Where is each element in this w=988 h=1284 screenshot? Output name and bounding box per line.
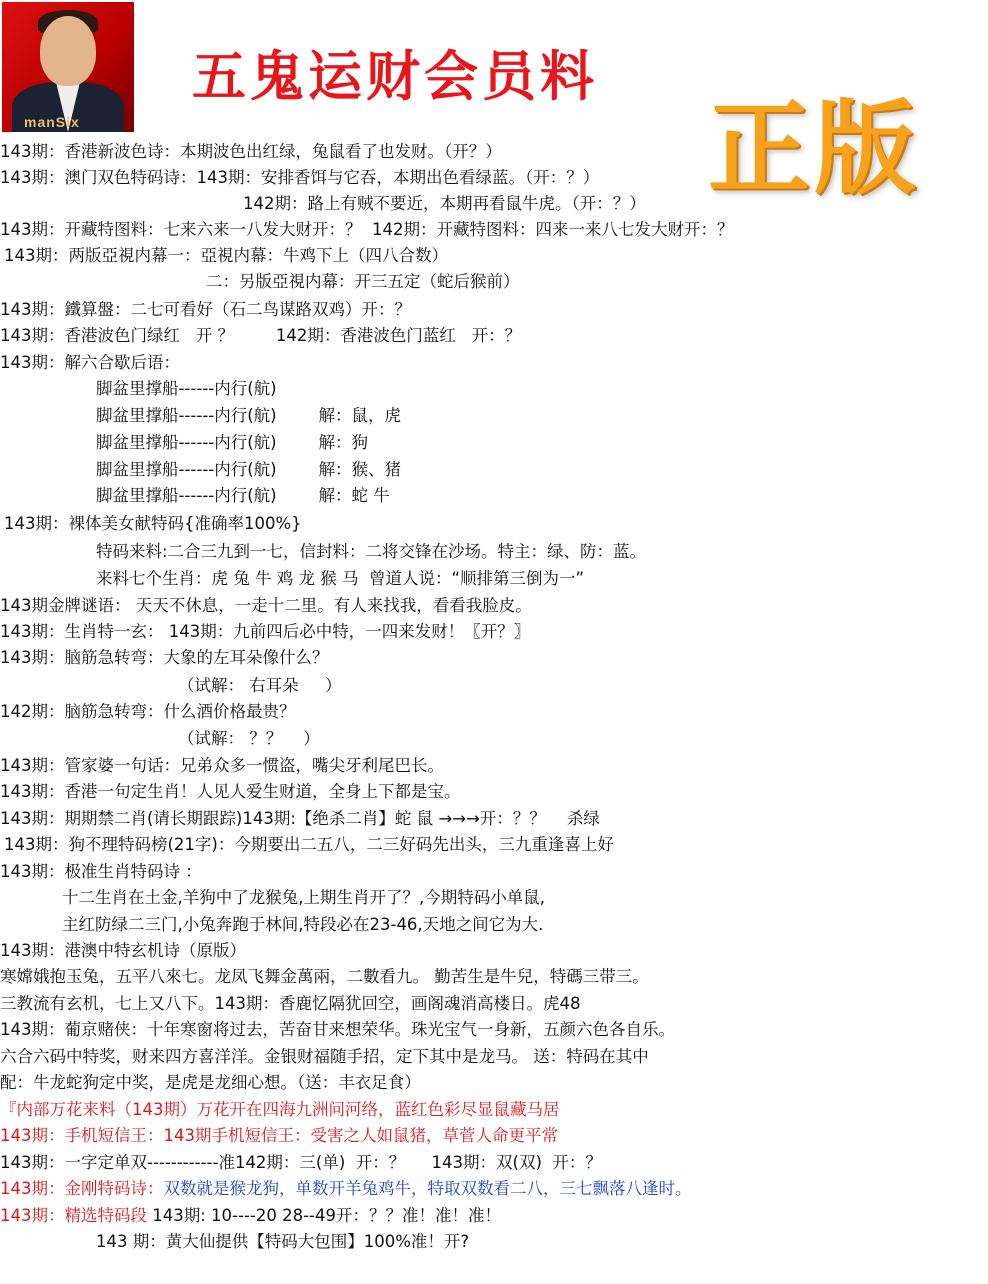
text-line: 143期：脑筋急转弯：大象的左耳朵像什么？ [0,648,329,667]
text-line: 143期：香港一句定生肖！人见人爱生财道，全身上下都是宝。 [0,782,461,801]
text-segment: 143期: 10----20 28--49开：？？准！准！准！ [147,1206,501,1225]
text-line: 来料七个生肖：虎 兔 牛 鸡 龙 猴 马 曾道人说：“顺排第三倒为一” [96,569,585,588]
text-line: 143期金牌谜语： 天天不休息，一走十二里。有人来找我，看看我脸皮。 [0,596,532,615]
text-line: 二：另版亞視内幕：开三五定（蛇后猴前） [206,272,520,291]
text-line: 主红防绿二三门,小兔奔跑于林间,特段必在23-46,天地之间它为大. [62,915,544,934]
text-line: 脚盆里撑船------内行(航) [96,379,277,398]
text-line: 143期：香港新波色诗：本期波色出红绿，兔鼠看了也发财。（开？） [0,142,502,161]
text-line: 143期：生肖特一玄： 143期：九前四后必中特，一四来发财！〖开？〗 [0,622,531,641]
photo-tag: manSix [24,114,80,130]
text-line: 脚盆里撑船------内行(航) 解：猴、猪 [96,460,402,479]
text-line: 143期：期期禁二肖(请长期跟踪)143期:【绝杀二肖】蛇 鼠 →→→开：？？ 杀绿 [0,809,600,828]
text-line: 143期：开藏特图料：七来六来一八发大财开：？ 142期：开藏特图料：四来一来八七发大财开：？ [0,220,734,239]
text-line: 142期：脑筋急转弯：什么酒价格最贵？ [0,702,296,721]
text-line-red: 『内部万花来料（143期）万花开在四海九洲问河络，蓝红色彩尽显鼠藏马居 [0,1100,560,1119]
text-line: 143期：香港波色门绿红 开 ？ 142期：香港波色门蓝红 开：？ [0,326,522,345]
text-line: 143期：两版亞視内幕一：亞視内幕：牛鸡下上（四八合数） [4,246,448,265]
text-line: （试解： ？？ ） [178,729,320,748]
text-segment-red: 143期：精选特码段 [0,1206,147,1225]
text-line: 脚盆里撑船------内行(航) 解：狗 [96,433,369,452]
text-line: 配：牛龙蛇狗定中奖，是虎是龙细心想。（送：丰衣足食） [0,1073,421,1092]
text-line: 寒嫦娥抱玉兔，五平八來七。龙凤飞舞金萬兩，二數看九。 勤苦生是牛兒，特碼三带三。 [0,967,649,986]
photo-face [40,16,96,86]
text-line-red: 143期：手机短信王：143期手机短信王：受害之人如鼠猪，草菅人命更平常 [0,1126,558,1145]
text-line: 143期：鐵算盤：二七可看好（石二鸟谋路双鸡）开：？ [0,300,411,319]
text-line: 143 期：黄大仙提供【特码大包围】100%准！开? [96,1232,470,1251]
text-segment-blue: 双数就是猴龙狗，单数开羊兔鸡牛，特取双数看二八，三七飘落八逢时。 [163,1179,692,1198]
text-line: 脚盆里撑船------内行(航) 解：鼠，虎 [96,406,402,425]
text-line: 143期：澳门双色特码诗：143期：安排香饵与它吞，本期出色看绿蓝。（开：？） [0,168,600,187]
text-line: 143期：港澳中特玄机诗（原版） [0,941,246,960]
page-title: 五鬼运财会员料 [192,44,598,108]
text-line: （试解： 右耳朵 ） [178,676,342,695]
profile-photo [2,2,134,132]
text-line: 142期：路上有贼不要近，本期再看鼠牛虎。（开：？） [243,194,646,213]
text-line: 十二生肖在土金,羊狗中了龙猴兔,上期生肖开了？,今期特码小单鼠, [62,888,545,907]
text-line: 143期：解六合歇后语： [0,353,180,372]
text-line: 六合六码中特奖，财来四方喜洋洋。金银财福随手招，定下其中是龙马。 送：特码在其中 [0,1047,649,1066]
text-line-mixed [0,1206,501,1226]
genuine-stamp: 正版 [708,90,920,209]
text-line: 143期：一字定单双------------准142期：三(单) 开：？ 143期：双(双) 开：？ [0,1153,602,1172]
text-line: 143期：狗不理特码榜(21字)：今期要出二五八，二三好码先出头，三九重逢喜上好 [4,835,614,854]
text-line: 143期：裸体美女献特码{准确率100%} [4,514,302,533]
text-line: 143期：葡京赌侠：十年寒窗将过去，苦奋甘来想荣华。珠光宝气一身新，五颜六色各自乐。 [0,1020,675,1039]
text-line: 脚盆里撑船------内行(航) 解：蛇 牛 [96,486,390,505]
text-line: 三教流有玄机，七上又八下。143期：香鹿忆隔犹回空，画阁魂消高楼日。虎48 [0,994,581,1013]
text-line: 143期：极准生肖特码诗 ： [0,862,202,881]
text-line: 143期：管家婆一句话：兄弟众多一惯盗，嘴尖牙利尾巴长。 [0,756,444,775]
text-line: 特码来料:二合三九到一七，信封料：二将交锋在沙场。特主：绿、防：蓝。 [96,542,647,561]
text-line-mixed [0,1179,692,1199]
text-segment-red: 143期：金刚特码诗： [0,1179,164,1198]
